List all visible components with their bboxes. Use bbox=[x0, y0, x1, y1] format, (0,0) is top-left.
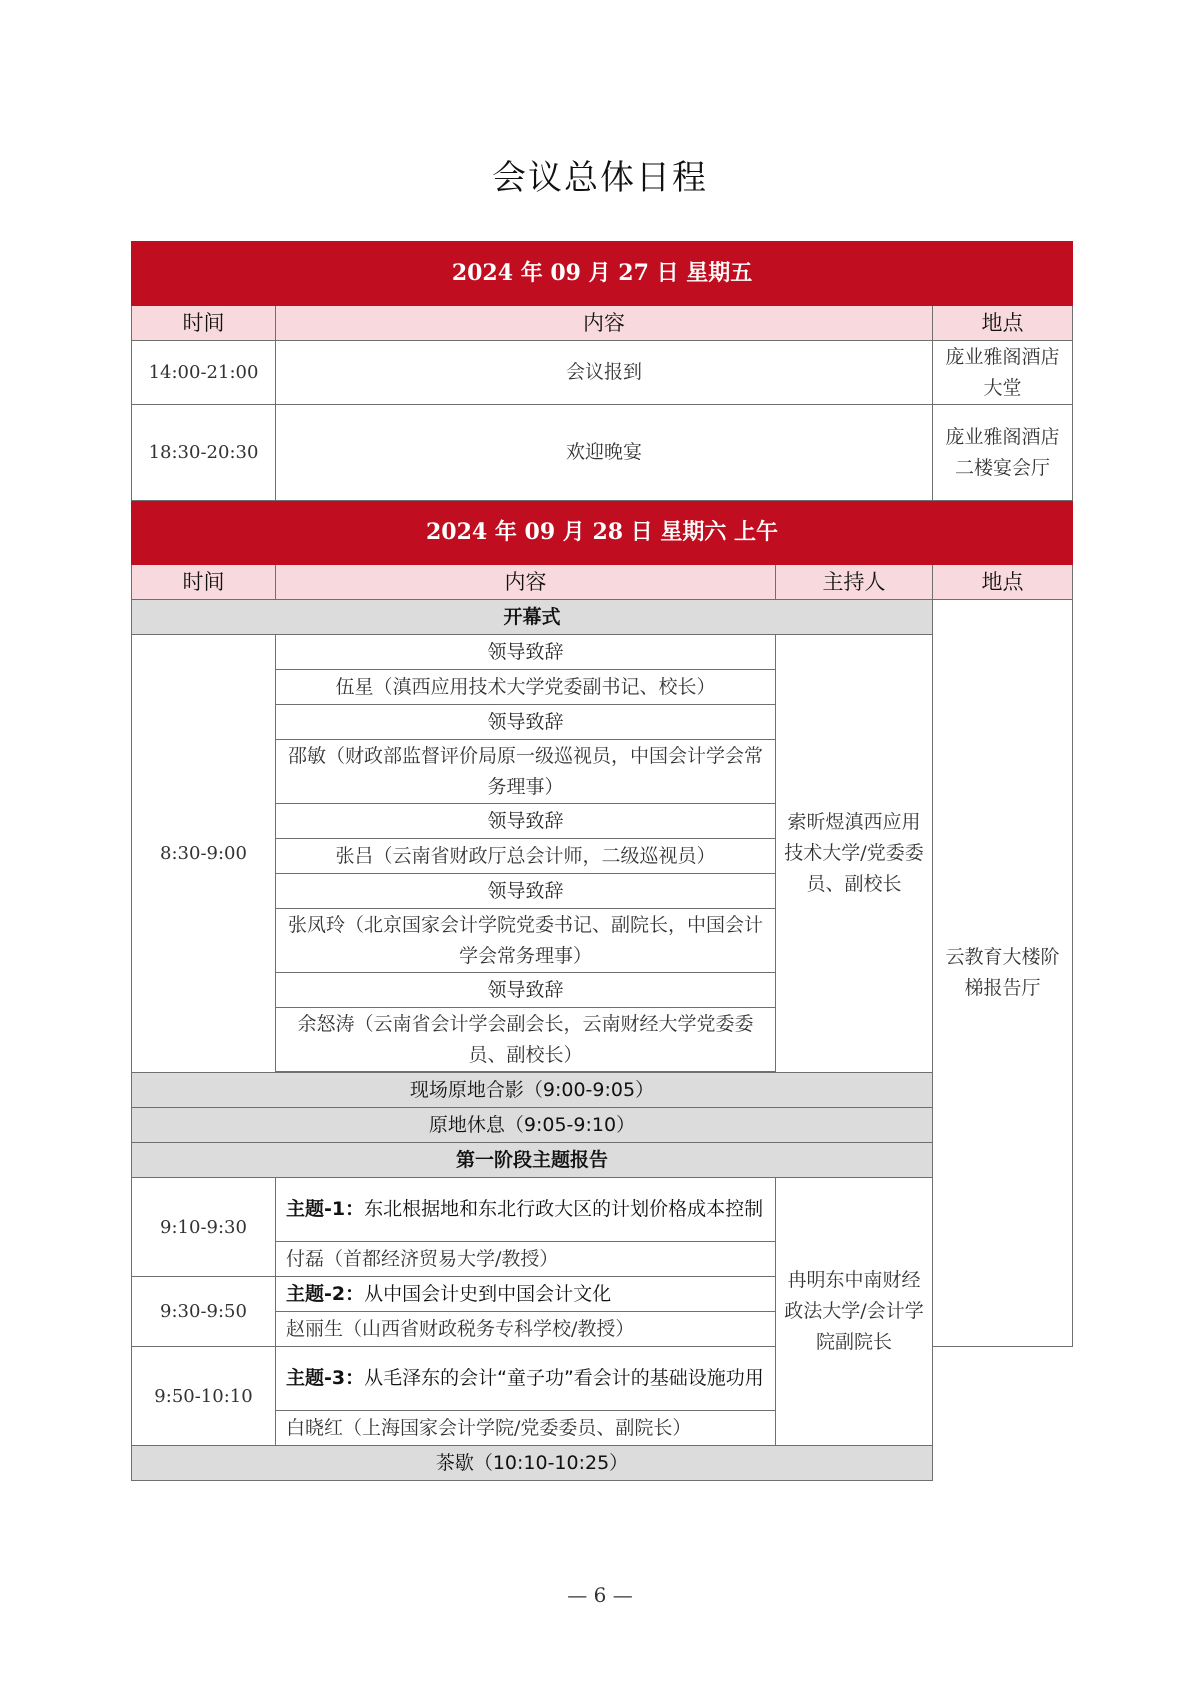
topic1-speaker: 付磊（首都经济贸易大学/教授） bbox=[276, 1242, 776, 1277]
topic3-title bbox=[276, 1347, 776, 1411]
header-content: 内容 bbox=[276, 306, 933, 341]
rest-session: 原地休息（9:05-9:10） bbox=[132, 1108, 933, 1143]
speech-label: 领导致辞 bbox=[276, 635, 776, 670]
speech-speaker: 张吕（云南省财政厅总会计师，二级巡视员） bbox=[276, 839, 776, 874]
speech-label: 领导致辞 bbox=[276, 804, 776, 839]
day1-row1-place: 庞业雅阁酒店大堂 bbox=[933, 341, 1073, 405]
day1-row2-time: 18:30-20:30 bbox=[132, 405, 276, 501]
speech-speaker: 邵敏（财政部监督评价局原一级巡视员，中国会计学会常务理事） bbox=[276, 740, 776, 804]
header-time-2: 时间 bbox=[132, 565, 276, 600]
page-number: — 6 — bbox=[567, 1583, 633, 1607]
header-content-2: 内容 bbox=[276, 565, 776, 600]
schedule-table bbox=[131, 241, 1073, 1481]
stage1-section: 第一阶段主题报告 bbox=[132, 1143, 933, 1178]
topic3-text: 从毛泽东的会计“童子功”看会计的基础设施功用 bbox=[364, 1367, 764, 1389]
day1-row1-time: 14:00-21:00 bbox=[132, 341, 276, 405]
header-place-2: 地点 bbox=[933, 565, 1073, 600]
day1-row2-content: 欢迎晚宴 bbox=[276, 405, 933, 501]
opening-time: 8:30-9:00 bbox=[132, 635, 276, 1073]
page-title: 会议总体日程 bbox=[492, 158, 708, 198]
header-time: 时间 bbox=[132, 306, 276, 341]
topic3-label: 主题-3： bbox=[286, 1367, 365, 1389]
speech-speaker: 余怒涛（云南省会计学会副会长，云南财经大学党委委员、副校长） bbox=[276, 1008, 776, 1072]
header-host: 主持人 bbox=[776, 565, 933, 600]
topic2-time: 9:30-9:50 bbox=[132, 1277, 276, 1347]
topic1-text: 东北根据地和东北行政大区的计划价格成本控制 bbox=[364, 1198, 764, 1220]
topic3-time: 9:50-10:10 bbox=[132, 1347, 276, 1446]
topic2-title bbox=[276, 1277, 776, 1312]
topic2-label: 主题-2： bbox=[286, 1282, 365, 1305]
photo-session: 现场原地合影（9:00-9:05） bbox=[132, 1073, 933, 1108]
day1-date-banner: 2024 年 09 月 27 日 星期五 bbox=[132, 242, 1073, 306]
opening-host: 索昕煜滇西应用技术大学/党委委员、副校长 bbox=[776, 635, 933, 1073]
day2-place: 云教育大楼阶梯报告厅 bbox=[933, 600, 1073, 1347]
speech-label: 领导致辞 bbox=[276, 705, 776, 740]
speech-speaker: 张凤玲（北京国家会计学院党委书记、副院长，中国会计学会常务理事） bbox=[276, 909, 776, 973]
speech-speaker: 伍星（滇西应用技术大学党委副书记、校长） bbox=[276, 670, 776, 705]
topic1-label: 主题-1： bbox=[286, 1198, 365, 1220]
opening-section: 开幕式 bbox=[132, 600, 933, 635]
day2-date-banner: 2024 年 09 月 28 日 星期六 上午 bbox=[132, 501, 1073, 565]
tea-break: 茶歇（10:10-10:25） bbox=[132, 1446, 933, 1481]
day1-row1-content: 会议报到 bbox=[276, 341, 933, 405]
header-place: 地点 bbox=[933, 306, 1073, 341]
topic2-speaker: 赵丽生（山西省财政税务专科学校/教授） bbox=[276, 1312, 776, 1347]
topic3-speaker: 白晓红（上海国家会计学院/党委委员、副院长） bbox=[276, 1411, 776, 1446]
stage1-host: 冉明东中南财经政法大学/会计学院副院长 bbox=[776, 1178, 933, 1446]
speech-label: 领导致辞 bbox=[276, 973, 776, 1008]
topic1-time: 9:10-9:30 bbox=[132, 1178, 276, 1277]
speech-label: 领导致辞 bbox=[276, 874, 776, 909]
topic1-title bbox=[276, 1178, 776, 1242]
day1-row2-place: 庞业雅阁酒店二楼宴会厅 bbox=[933, 405, 1073, 501]
topic2-text: 从中国会计史到中国会计文化 bbox=[364, 1282, 612, 1305]
